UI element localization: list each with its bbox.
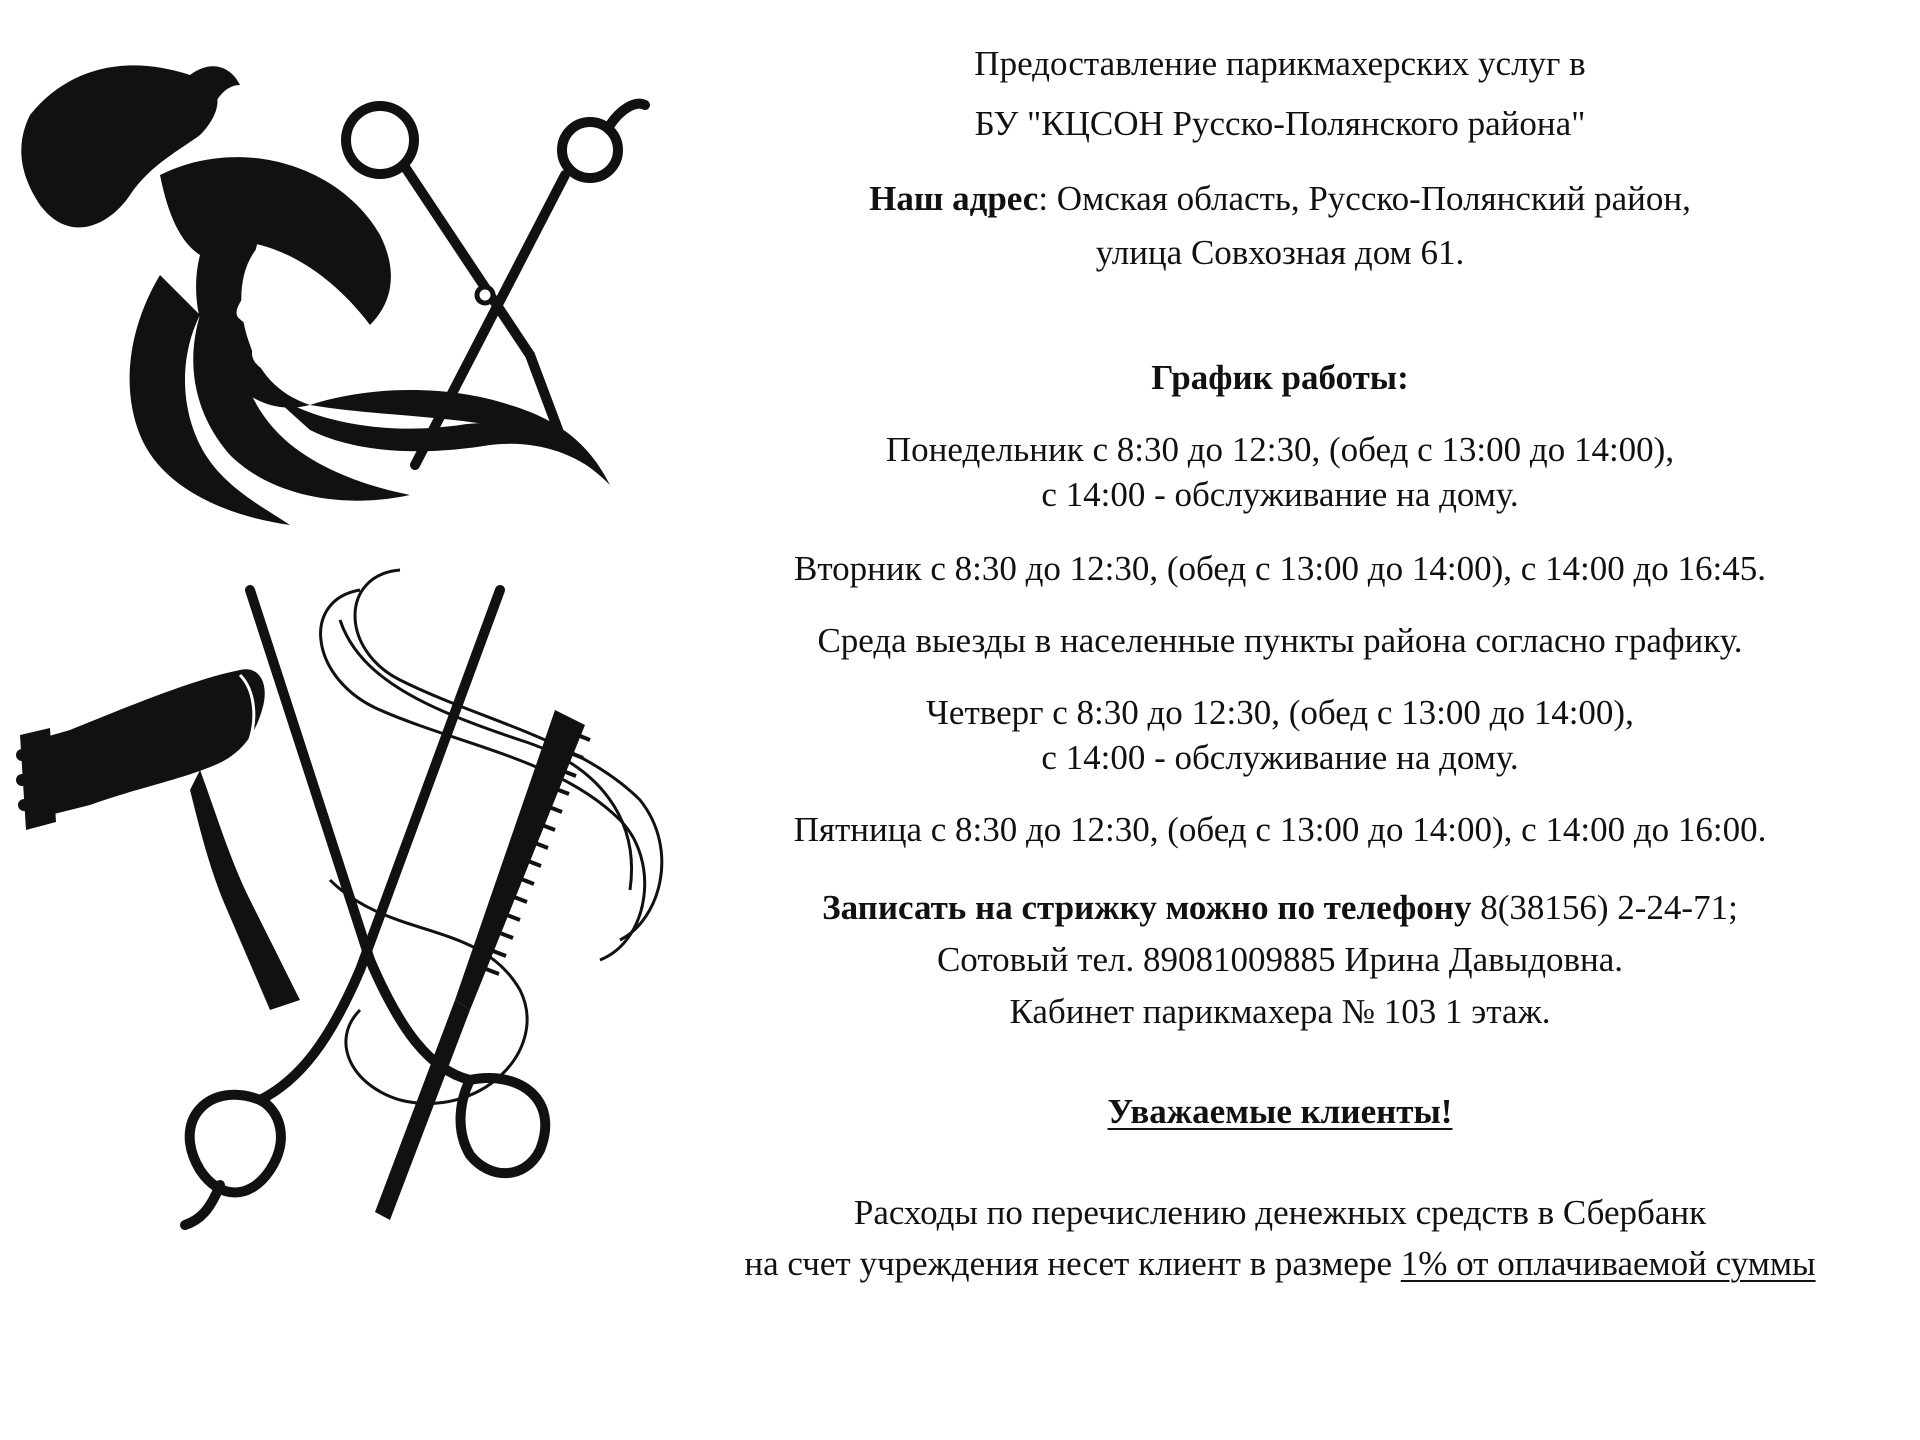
schedule-tuesday: Вторник с 8:30 до 12:30, (обед с 13:00 до 14:00), с 14:00 до 16:45. <box>793 549 1767 588</box>
hairdryer-scissors-comb-icon <box>0 560 700 1280</box>
address-line-2: улица Совхозная дом 61. <box>1095 233 1465 272</box>
mobile-line: Сотовый тел. 89081009885 Ирина Давыдовна. <box>936 940 1624 979</box>
booking-label: Записать на стрижку можно по телефону <box>822 888 1472 927</box>
schedule-thursday-line-2: с 14:00 - обслуживание на дому. <box>1041 738 1519 777</box>
schedule-monday-line-2: с 14:00 - обслуживание на дому. <box>1041 475 1519 514</box>
notice-line-2-text: на счет учреждения несет клиент в размере <box>744 1244 1401 1283</box>
header-line-2: БУ "КЦСОН Русско-Полянского района" <box>974 104 1586 143</box>
schedule-monday-line-1: Понедельник с 8:30 до 12:30, (обед с 13:00 до 14:00), <box>885 430 1675 469</box>
schedule-title: График работы: <box>1151 358 1409 397</box>
booking-phone: 8(38156) 2-24-71; <box>1471 888 1738 927</box>
office-line: Кабинет парикмахера № 103 1 этаж. <box>1009 992 1551 1031</box>
notice-line-1: Расходы по перечислению денежных средств в Сбербанк <box>853 1193 1707 1232</box>
notice-fee-amount: 1% от оплачиваемой суммы <box>1400 1244 1816 1283</box>
schedule-wednesday: Среда выезды в населенные пункты района согласно графику. <box>817 621 1743 660</box>
schedule-friday: Пятница с 8:30 до 12:30, (обед с 13:00 до 14:00), с 14:00 до 16:00. <box>793 810 1767 849</box>
booking-line <box>700 886 1860 930</box>
notice-title: Уважаемые клиенты! <box>1107 1092 1453 1131</box>
address-label: Наш адрес <box>869 179 1039 218</box>
address-separator: : <box>1038 179 1049 218</box>
address-line-1-text: Омская область, Русско-Полянский район, <box>1048 179 1691 218</box>
address-line-1 <box>700 177 1860 221</box>
header-line-1: Предоставление парикмахерских услуг в <box>974 44 1586 83</box>
hair-profile-scissors-icon <box>10 55 650 555</box>
schedule-thursday-line-1: Четверг с 8:30 до 12:30, (обед с 13:00 до 14:00), <box>926 693 1634 732</box>
notice-line-2 <box>700 1242 1860 1286</box>
